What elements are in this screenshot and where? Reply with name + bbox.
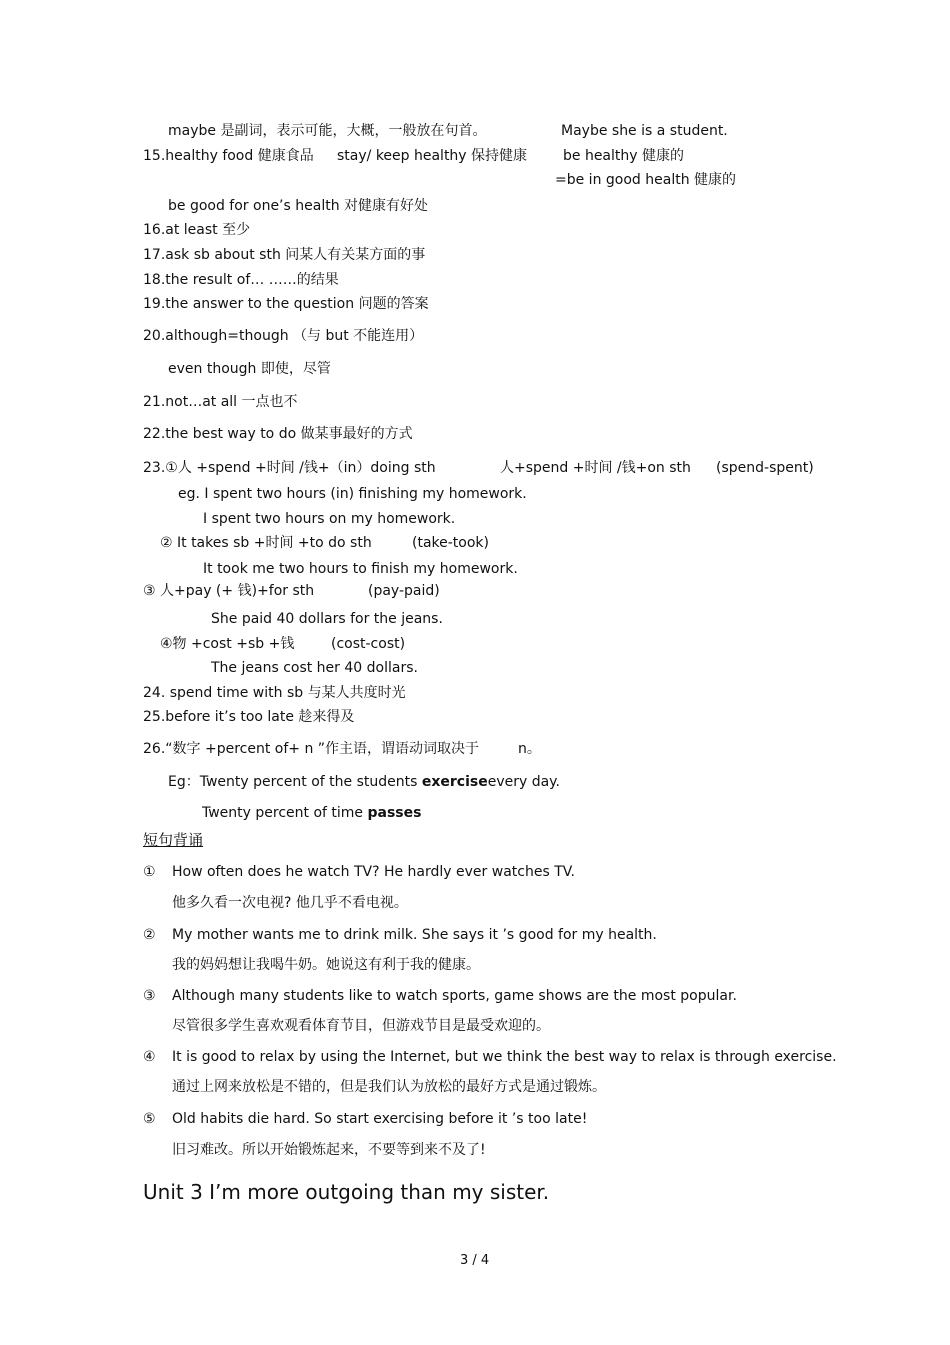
sentence-4-num: ④ (143, 1049, 156, 1065)
note-maybe-example: Maybe she is a student. (561, 123, 728, 139)
sentence-3-en: Although many students like to watch sports, game shows are the most popular. (172, 988, 737, 1004)
sentence-3-num: ③ (143, 988, 156, 1004)
emphasis-passes: passes (367, 805, 422, 821)
item-23-take-forms: (take-took) (412, 535, 489, 551)
sentence-1-num: ① (143, 864, 156, 880)
item-23-example-1: eg. I spent two hours (in) finishing my homework. (178, 486, 527, 502)
item-26-example-2: Twenty percent of time passes (202, 805, 422, 821)
item-23-example-2: I spent two hours on my homework. (203, 511, 456, 527)
item-15-be-healthy: be healthy 健康的 (563, 148, 685, 164)
item-16: 16.at least 至少 (143, 222, 251, 238)
item-23-spend-in: 23.①人 +spend +时间 /钱+（in）doing sth (143, 460, 436, 476)
item-23-example-4: She paid 40 dollars for the jeans. (211, 611, 443, 627)
sentence-1-zh: 他多久看一次电视? 他几乎不看电视。 (172, 895, 408, 911)
item-17: 17.ask sb about sth 问某人有关某方面的事 (143, 247, 426, 263)
item-23-example-3: It took me two hours to finish my homework. (203, 561, 518, 577)
item-15-good-for-health: be good for one’s health 对健康有好处 (168, 198, 429, 214)
item-20: 20.although=though （与 but 不能连用） (143, 328, 424, 344)
item-26-n: n。 (518, 741, 541, 757)
item-15-good-health: =be in good health 健康的 (555, 172, 737, 188)
item-23-pay-forms: (pay-paid) (368, 583, 440, 599)
sentence-4-zh: 通过上网来放松是不错的，但是我们认为放松的最好方式是通过锻炼。 (172, 1079, 606, 1095)
item-18: 18.the result of… ……的结果 (143, 272, 339, 288)
unit-heading: Unit 3 I’m more outgoing than my sister. (143, 1180, 550, 1204)
sentence-4-en: It is good to relax by using the Internet, but we think the best way to relax is through exercise. (172, 1049, 837, 1065)
sentence-5-num: ⑤ (143, 1111, 156, 1127)
emphasis-exercise: exercise (421, 774, 488, 790)
item-24: 24. spend time with sb 与某人共度时光 (143, 685, 406, 701)
item-21: 21.not…at all 一点也不 (143, 394, 298, 410)
item-23-cost-forms: (cost-cost) (331, 636, 406, 652)
note-maybe: maybe 是副词，表示可能，大概，一般放在句首。 (168, 123, 487, 139)
item-25: 25.before it’s too late 趁来得及 (143, 709, 355, 725)
item-23-pay: ③ 人+pay (+ 钱)+for sth (143, 583, 315, 599)
section-title: 短句背诵 (143, 831, 204, 849)
sentence-1-en: How often does he watch TV? He hardly ever watches TV. (172, 864, 575, 880)
item-19: 19.the answer to the question 问题的答案 (143, 296, 429, 312)
sentence-5-zh: 旧习难改。所以开始锻炼起来，不要等到来不及了! (172, 1142, 486, 1158)
item-23-cost: ④物 +cost +sb +钱 (160, 636, 295, 652)
sentence-2-num: ② (143, 927, 156, 943)
item-15-healthy-food: 15.healthy food 健康食品 (143, 148, 314, 164)
item-20-even-though: even though 即使，尽管 (168, 361, 331, 377)
sentence-3-zh: 尽管很多学生喜欢观看体育节目，但游戏节目是最受欢迎的。 (172, 1018, 550, 1034)
item-26: 26.“数字 +percent of+ n ”作主语，谓语动词取决于 (143, 741, 480, 757)
item-23-spend-forms: (spend-spent) (716, 460, 814, 476)
item-15-stay-healthy: stay/ keep healthy 保持健康 (337, 148, 528, 164)
item-23-spend-on: 人+spend +时间 /钱+on sth (500, 460, 691, 476)
sentence-2-en: My mother wants me to drink milk. She says it ’s good for my health. (172, 927, 657, 943)
item-23-takes: ② It takes sb +时间 +to do sth (160, 535, 372, 551)
item-26-example-1: Eg：Twenty percent of the students exerciseevery day. (168, 774, 560, 790)
page-number: 3 / 4 (460, 1253, 490, 1268)
sentence-2-zh: 我的妈妈想让我喝牛奶。她说这有利于我的健康。 (172, 957, 480, 973)
item-23-example-5: The jeans cost her 40 dollars. (211, 660, 418, 676)
item-22: 22.the best way to do 做某事最好的方式 (143, 426, 413, 442)
sentence-5-en: Old habits die hard. So start exercising before it ’s too late! (172, 1111, 588, 1127)
